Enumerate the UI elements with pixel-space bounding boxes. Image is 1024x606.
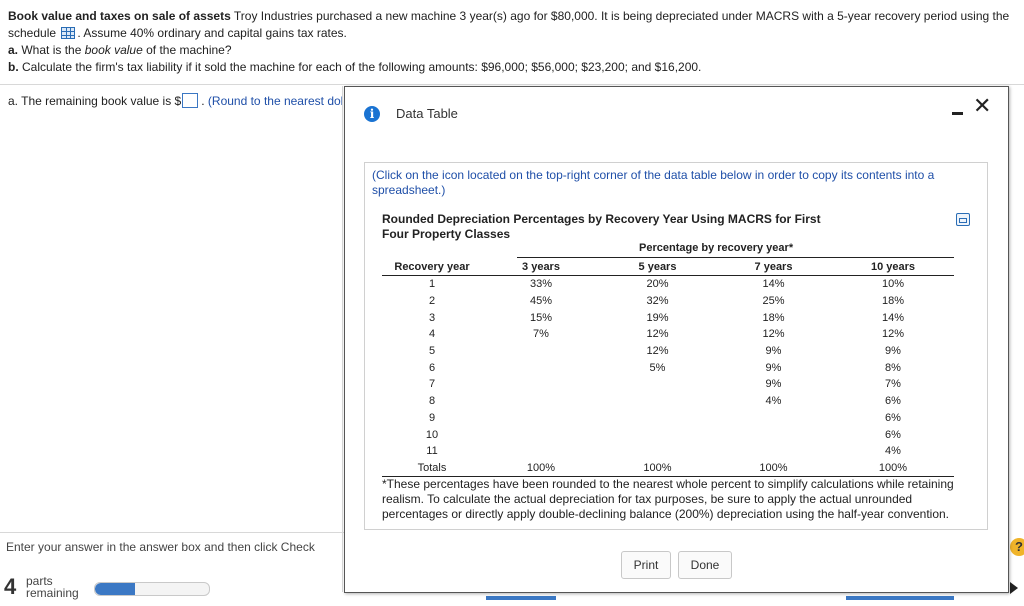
percentage-cell: [600, 376, 715, 393]
data-table-dialog: [344, 86, 1009, 593]
copy-instruction: (Click on the icon located on the top-right corner of the data table below in order to copy its contents into a spreadsheet.): [372, 168, 935, 197]
totals-cell: 100%: [600, 460, 715, 477]
macrs-table-grid: [382, 259, 954, 477]
percentage-cell: 14%: [762, 278, 785, 291]
recovery-year-cell: 4: [428, 328, 436, 341]
column-header: Recovery year: [382, 259, 482, 276]
percentage-cell: 12%: [762, 328, 785, 341]
recovery-year-cell: 11: [426, 445, 438, 458]
problem-title: Book value and taxes on sale of assets: [8, 9, 231, 23]
recovery-year-cell: 6: [428, 361, 436, 374]
problem-text-2a: schedule: [8, 26, 57, 40]
problem-line-2: [8, 25, 1020, 42]
problem-text-1: Troy Industries purchased a new machine 3 year(s) ago for $80,000. It is being depreciated under MACRS with a 5-year recovery period using the: [233, 9, 1010, 23]
table-row: [382, 326, 954, 343]
table-row: [382, 376, 954, 393]
percentage-cell: [482, 410, 600, 427]
percentage-cell: 4%: [765, 395, 782, 408]
print-button[interactable]: Print: [621, 551, 671, 579]
percentage-cell: 14%: [881, 311, 905, 324]
column-header: 7 years: [715, 259, 832, 276]
footer-divider: [0, 532, 345, 533]
percentage-cell: 32%: [646, 295, 669, 308]
percentage-cell: [482, 376, 600, 393]
table-row: [382, 276, 954, 293]
help-icon[interactable]: ?: [1010, 538, 1024, 556]
answer-prefix: a. The remaining book value is $: [8, 94, 182, 108]
part-b-text: Calculate the firm's tax liability if it sold the machine for each of the following amounts: $96,000; $56,000; $23,200; and $16,200.: [22, 60, 702, 74]
percentage-cell: 19%: [646, 311, 669, 324]
percentage-cell: 6%: [885, 411, 901, 424]
percentage-cell: 18%: [881, 295, 905, 308]
percentage-cell: 18%: [762, 311, 785, 324]
bottom-action-button[interactable]: [846, 596, 954, 600]
percentage-cell: [482, 343, 600, 360]
progress-fill: [95, 583, 135, 595]
parts-remaining-label: [26, 575, 79, 599]
percentage-cell: 33%: [529, 278, 553, 291]
recovery-year-cell: 1: [428, 278, 436, 291]
data-table-content: [364, 162, 988, 530]
totals-row: [382, 460, 954, 477]
percentage-cell: [482, 359, 600, 376]
problem-statement: [8, 8, 1020, 76]
instruction-text: Enter your answer in the answer box and then click Check: [6, 540, 315, 554]
totals-cell: 100%: [482, 460, 600, 477]
percentage-cell: 45%: [529, 295, 553, 308]
percentage-cell: [482, 393, 600, 410]
table-row: [382, 393, 954, 410]
progress-bar: [94, 582, 210, 596]
parts-label-2: remaining: [26, 586, 79, 600]
percentage-cell: [482, 426, 600, 443]
part-a-text-2: of the machine?: [146, 43, 232, 57]
percentage-cell: 10%: [881, 278, 905, 291]
recovery-year-cell: 10: [425, 428, 439, 441]
dialog-title: Data Table: [396, 106, 458, 121]
percentage-cell: 4%: [885, 445, 901, 458]
table-title: Rounded Depreciation Percentages by Recovery Year Using MACRS for First Four Property Classes: [382, 212, 821, 241]
table-row: [382, 410, 954, 427]
column-header: 3 years: [482, 259, 600, 276]
divider: [0, 84, 1024, 85]
problem-text-2b: . Assume 40% ordinary and capital gains tax rates.: [77, 26, 347, 40]
answer-suffix: .: [201, 94, 205, 108]
percentage-cell: [600, 410, 715, 427]
panel-divider: [342, 86, 343, 592]
percentage-cell: [600, 426, 715, 443]
percentage-cell: 12%: [646, 345, 669, 358]
percentage-cell: 9%: [765, 361, 782, 374]
minimize-icon[interactable]: [952, 101, 966, 117]
recovery-year-cell: 2: [428, 295, 436, 308]
percentage-cell: 15%: [529, 311, 553, 324]
percentage-cell: 9%: [765, 345, 782, 358]
percentage-cell: 25%: [762, 295, 785, 308]
book-value-input[interactable]: [182, 93, 198, 108]
data-table-icon[interactable]: [61, 27, 75, 39]
percentage-cell: [715, 426, 832, 443]
percentage-cell: [482, 443, 600, 460]
table-row: [382, 343, 954, 360]
next-arrow-icon[interactable]: [1010, 582, 1018, 594]
problem-line-1: [8, 8, 1020, 25]
percentage-cell: 20%: [646, 278, 669, 291]
totals-cell: 100%: [715, 460, 832, 477]
percentage-cell: 6%: [885, 428, 901, 441]
part-a-label: a.: [8, 43, 19, 57]
part-a-emphasis: book value: [84, 43, 143, 57]
percentage-cell: 12%: [646, 328, 669, 341]
column-header: 10 years: [832, 259, 954, 276]
part-a-question: [8, 42, 1020, 59]
percentage-cell: 5%: [649, 361, 666, 374]
percentage-cell: 8%: [885, 361, 901, 374]
totals-label: Totals: [382, 460, 482, 477]
percentage-cell: [600, 393, 715, 410]
header-rule: [517, 257, 954, 258]
check-answer-button[interactable]: [486, 596, 556, 600]
answer-line: [8, 93, 343, 108]
totals-cell: 100%: [832, 460, 954, 477]
copy-to-spreadsheet-icon[interactable]: [956, 213, 970, 226]
info-icon: i: [364, 106, 380, 122]
table-row: [382, 359, 954, 376]
percentage-cell: 7%: [533, 328, 549, 341]
table-footnote: *These percentages have been rounded to the nearest whole percent to simplify calculations while retaining realism. To calculate the actual depreciation for tax purposes, be sure to apply the actual unrounded percentages or directly apply double-declining balance (200%) depreciation using the half-year convention.: [382, 477, 954, 521]
percentage-cell: 9%: [765, 378, 782, 391]
percentage-header: Percentage by recovery year*: [639, 242, 794, 254]
answer-hint: (Round to the nearest dol: [207, 94, 344, 108]
percentage-cell: 7%: [885, 378, 901, 391]
close-icon[interactable]: ✕: [973, 93, 992, 118]
table-row: [382, 443, 954, 460]
parts-label-1: parts: [26, 574, 53, 588]
table-row: [382, 309, 954, 326]
percentage-cell: [600, 443, 715, 460]
table-row: [382, 426, 954, 443]
part-b-question: [8, 59, 1020, 76]
percentage-cell: 12%: [881, 328, 905, 341]
percentage-cell: [715, 410, 832, 427]
percentage-cell: [715, 443, 832, 460]
recovery-year-cell: 7: [428, 378, 436, 391]
part-a-text-1: What is the: [21, 43, 82, 57]
done-button[interactable]: Done: [678, 551, 732, 579]
column-header: 5 years: [600, 259, 715, 276]
percentage-cell: 6%: [885, 395, 901, 408]
table-row: [382, 293, 954, 310]
part-b-label: b.: [8, 60, 19, 74]
recovery-year-cell: 5: [428, 345, 436, 358]
recovery-year-cell: 3: [428, 311, 436, 324]
recovery-year-cell: 8: [428, 395, 436, 408]
recovery-year-cell: 9: [428, 411, 436, 424]
percentage-cell: 9%: [885, 345, 901, 358]
parts-remaining-count: 4: [4, 574, 17, 599]
